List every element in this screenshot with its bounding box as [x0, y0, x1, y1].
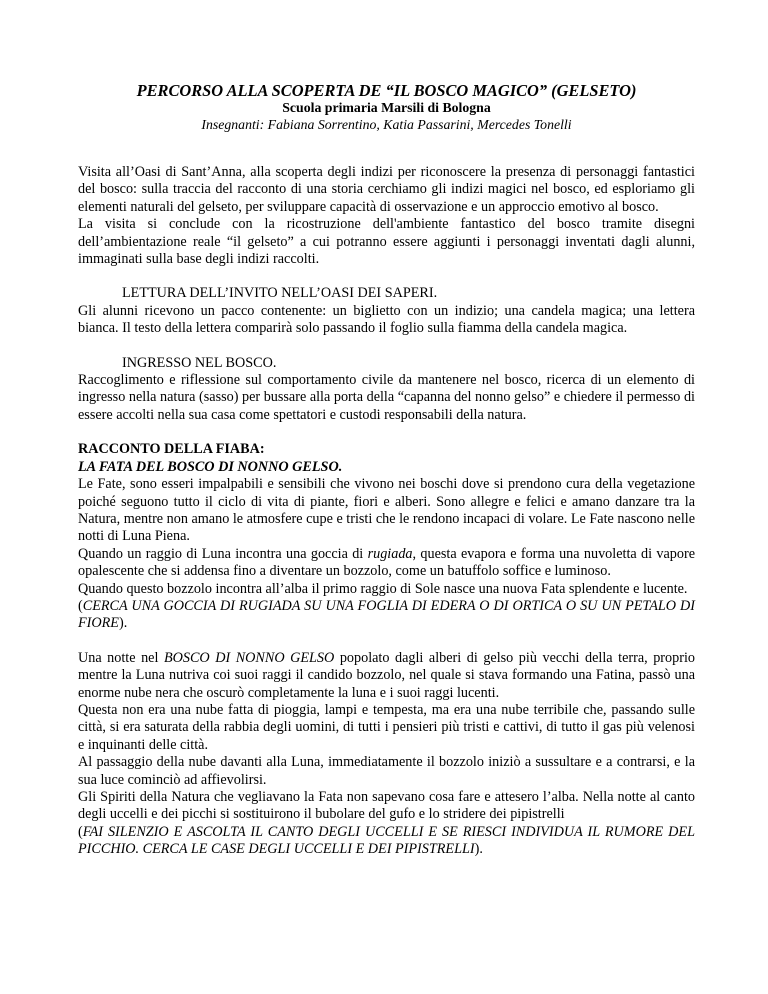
- invito-heading: LETTURA DELL’INVITO NELL’OASI DEI SAPERI.: [122, 285, 438, 302]
- invito-text: Gli alunni ricevono un pacco contenente: un biglietto con un indizio; una candela magica; una lettera bianca. Il testo della lettera comparirà solo passando il foglio sulla fiamma della candela magica.: [78, 302, 695, 337]
- fiaba-paragraph-2: [78, 546, 695, 581]
- school-name: Scuola primaria Marsili di Bologna: [282, 100, 491, 115]
- text-span: ).: [474, 841, 483, 858]
- text-span: , questa evapora e forma una nuvoletta di vapore opalescente che si addensa fino a diventare un bozzolo, come un batuffolo soffice e luminoso.: [78, 545, 695, 580]
- emphasis-rugiada: rugiada: [367, 545, 413, 562]
- ingresso-heading: INGRESSO NEL BOSCO.: [122, 354, 277, 371]
- fiaba-paragraph-1: Le Fate, sono esseri impalpabili e sensibili che vivono nei boschi dove si prendono cura della vegetazione poiché seguono tutto il ciclo di vita di piante, fiori e alberi. Sono allegre e felici e amano danzare tra la Natura, mentre non amano le atmosfere cupe e tristi che le rendono incapaci di volare. Le Fate nascono nelle notti di Luna Piena.: [78, 476, 695, 545]
- instruction-text: CERCA UNA GOCCIA DI RUGIADA SU UNA FOGLIA DI EDERA O DI ORTICA O SU UN PETALO DI FIORE: [78, 597, 695, 632]
- emphasis-bosco: BOSCO DI NONNO GELSO: [163, 649, 335, 666]
- text-span: ).: [118, 615, 128, 632]
- fiaba-heading: RACCONTO DELLA FIABA:: [78, 441, 265, 458]
- document-title: PERCORSO ALLA SCOPERTA DE “IL BOSCO MAGICO” (GELSETO): [136, 81, 637, 100]
- fiaba-paragraph-7: Al passaggio della nube davanti alla Luna, immediatamente il bozzolo iniziò a sussultare e a contrarsi, e la sua luce cominciò ad affievolirsi.: [78, 754, 695, 788]
- text-span: Quando un raggio di Luna incontra una goccia di: [78, 545, 368, 562]
- text-span: popolato dagli alberi di gelso più vecchi della terra, proprio mentre la Luna nutriva coi suoi raggi il candido bozzolo, nel quale si stava formando una Fatina, passò una enorme nube nera che oscurò completamente la luna e i suoi raggi lucenti.: [78, 649, 695, 701]
- intro-paragraph-1: Visita all’Oasi di Sant’Anna, alla scoperta degli indizi per riconoscere la presenza di personaggi fantastici del bosco: sulla traccia del racconto di una storia cerchiamo gli indizi magici nel bosco, ed esploriamo gli elementi naturali del gelseto, per sviluppare capacità di osservazione e un approccio emotivo al bosco.: [78, 164, 695, 215]
- fiaba-paragraph-6: Questa non era una nube fatta di pioggia, lampi e tempesta, ma era una nube terribile che, passando sulle città, si era saturata della rabbia degli uomini, di tutti i pensieri più tristi e cattivi, di tutto il gas più velenosi e inquinanti delle città.: [78, 701, 695, 753]
- text-span: Una notte nel: [78, 649, 164, 666]
- fiaba-instruction-2: [78, 824, 695, 859]
- teachers-line: Insegnanti: Fabiana Sorrentino, Katia Passarini, Mercedes Tonelli: [201, 117, 572, 132]
- intro-paragraph-2: La visita si conclude con la ricostruzione dell'ambiente fantastico del bosco tramite disegni dell’ambientazione reale “il gelseto” a cui potranno essere aggiunti i personaggi inventati dagli alunni, immaginati sulla base degli indizi raccolti.: [78, 216, 695, 268]
- fiaba-instruction-1: [78, 598, 695, 633]
- text-span: (: [78, 823, 83, 840]
- fiaba-subheading: LA FATA DEL BOSCO DI NONNO GELSO.: [78, 458, 343, 475]
- fiaba-paragraph-8: Gli Spiriti della Natura che vegliavano la Fata non sapevano cosa fare e attesero l’alba. Nella notte al canto degli uccelli e dei picchi si sostituirono il bubolare del gufo e lo stridere dei pipistrelli: [78, 789, 695, 823]
- instruction-text: FAI SILENZIO E ASCOLTA IL CANTO DEGLI UCCELLI E SE RIESCI INDIVIDUA IL RUMORE DEL PICCHIO. CERCA LE CASE DEGLI UCCELLI E DEI PIPISTRELLI: [78, 823, 695, 858]
- fiaba-paragraph-5: [78, 650, 695, 702]
- ingresso-text: Raccoglimento e riflessione sul comportamento civile da mantenere nel bosco, ricerca di un elemento di ingresso nella natura (sasso) per bussare alla porta della “capanna del nonno gelso” e chiedere il permesso di essere accolti nella sua casa come spettatori e custodi responsabili della natura.: [78, 372, 695, 423]
- text-span: (: [78, 597, 83, 614]
- fiaba-paragraph-3: Quando questo bozzolo incontra all’alba il primo raggio di Sole nasce una nuova Fata splendente e lucente.: [78, 580, 688, 597]
